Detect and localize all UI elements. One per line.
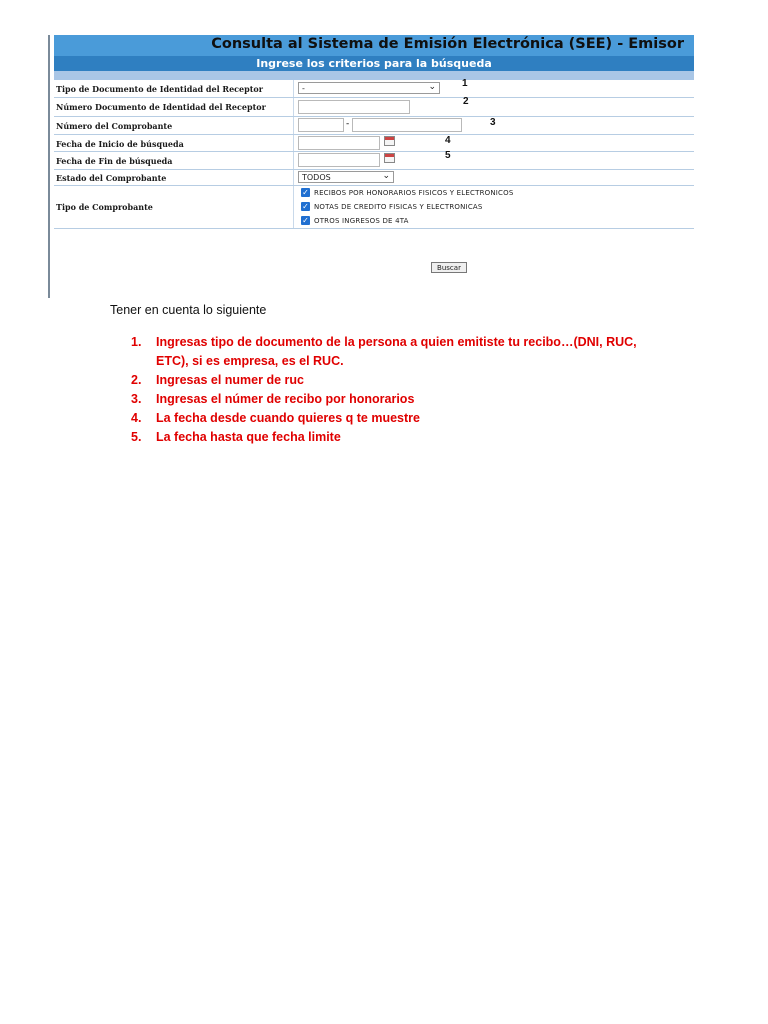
notes-heading: Tener en cuenta lo siguiente: [110, 303, 267, 317]
row-tipo-documento: [54, 80, 694, 98]
marker-1: 1: [462, 78, 468, 89]
tipo-documento-select[interactable]: [298, 82, 440, 94]
page-subtitle: Ingrese los criterios para la búsqueda: [256, 57, 492, 70]
list-item: 2. Ingresas el numer de ruc: [131, 373, 304, 387]
checkbox-label-recibos: RECIBOS POR HONORARIOS FISICOS Y ELECTRONICOS: [314, 189, 514, 197]
row-estado: [54, 170, 694, 186]
comprobante-dash: -: [346, 119, 350, 129]
header-band: [54, 71, 694, 80]
checkbox-notas-credito[interactable]: [301, 202, 310, 211]
subtitle-bar: [54, 56, 694, 71]
checkbox-recibos[interactable]: [301, 188, 310, 197]
page-title: Consulta al Sistema de Emisión Electrónica (SEE) - Emisor: [211, 36, 684, 52]
estado-value: TODOS: [302, 173, 331, 182]
estado-select[interactable]: [298, 171, 394, 183]
chevron-down-icon: ⌄: [428, 82, 436, 92]
checkbox-label-notas-credito: NOTAS DE CREDITO FISICAS Y ELECTRONICAS: [314, 203, 483, 211]
notes-list: [131, 333, 641, 447]
row-numero-comprobante: [54, 117, 694, 135]
list-item: 4. La fecha desde cuando quieres q te muestre: [131, 411, 420, 425]
label-tipo-documento: Tipo de Documento de Identidad del Receptor: [56, 84, 263, 94]
search-button[interactable]: Buscar: [431, 262, 467, 273]
title-bar: [54, 35, 694, 56]
list-item: 3. Ingresas el númer de recibo por honorarios: [131, 392, 415, 406]
label-fecha-inicio: Fecha de Inicio de búsqueda: [56, 139, 184, 149]
marker-5: 5: [445, 150, 451, 161]
serie-comprobante-input[interactable]: [298, 118, 344, 132]
row-tipo-comprobante: [54, 186, 694, 229]
row-numero-documento: [54, 98, 694, 117]
list-item: 5. La fecha hasta que fecha limite: [131, 430, 341, 444]
numero-documento-input[interactable]: [298, 100, 410, 114]
checkbox-label-otros-ingresos: OTROS INGRESOS DE 4TA: [314, 217, 409, 225]
fecha-inicio-input[interactable]: [298, 136, 380, 150]
checkmark-icon: ✓: [302, 188, 309, 197]
checkmark-icon: ✓: [302, 202, 309, 211]
row-fecha-inicio: [54, 135, 694, 152]
row-fecha-fin: [54, 152, 694, 170]
checkbox-otros-ingresos[interactable]: [301, 216, 310, 225]
numero-comprobante-input[interactable]: [352, 118, 462, 132]
label-estado: Estado del Comprobante: [56, 173, 167, 183]
calendar-icon[interactable]: [384, 153, 395, 163]
label-numero-documento: Número Documento de Identidad del Receptor: [56, 102, 266, 112]
list-item: 1. Ingresas tipo de documento de la persona a quien emitiste tu recibo…(DNI, RUC, ETC), si es empresa, es el RUC.: [131, 335, 637, 368]
label-fecha-fin: Fecha de Fin de búsqueda: [56, 156, 173, 166]
marker-2: 2: [463, 96, 469, 107]
label-tipo-comprobante: Tipo de Comprobante: [56, 202, 153, 212]
checkmark-icon: ✓: [302, 216, 309, 225]
calendar-icon[interactable]: [384, 136, 395, 146]
label-numero-comprobante: Número del Comprobante: [56, 121, 173, 131]
marker-4: 4: [445, 135, 451, 146]
tipo-documento-value: -: [302, 84, 305, 93]
fecha-fin-input[interactable]: [298, 153, 380, 167]
chevron-down-icon: ⌄: [382, 171, 390, 181]
marker-3: 3: [490, 117, 496, 128]
screenshot-panel: [48, 35, 694, 298]
